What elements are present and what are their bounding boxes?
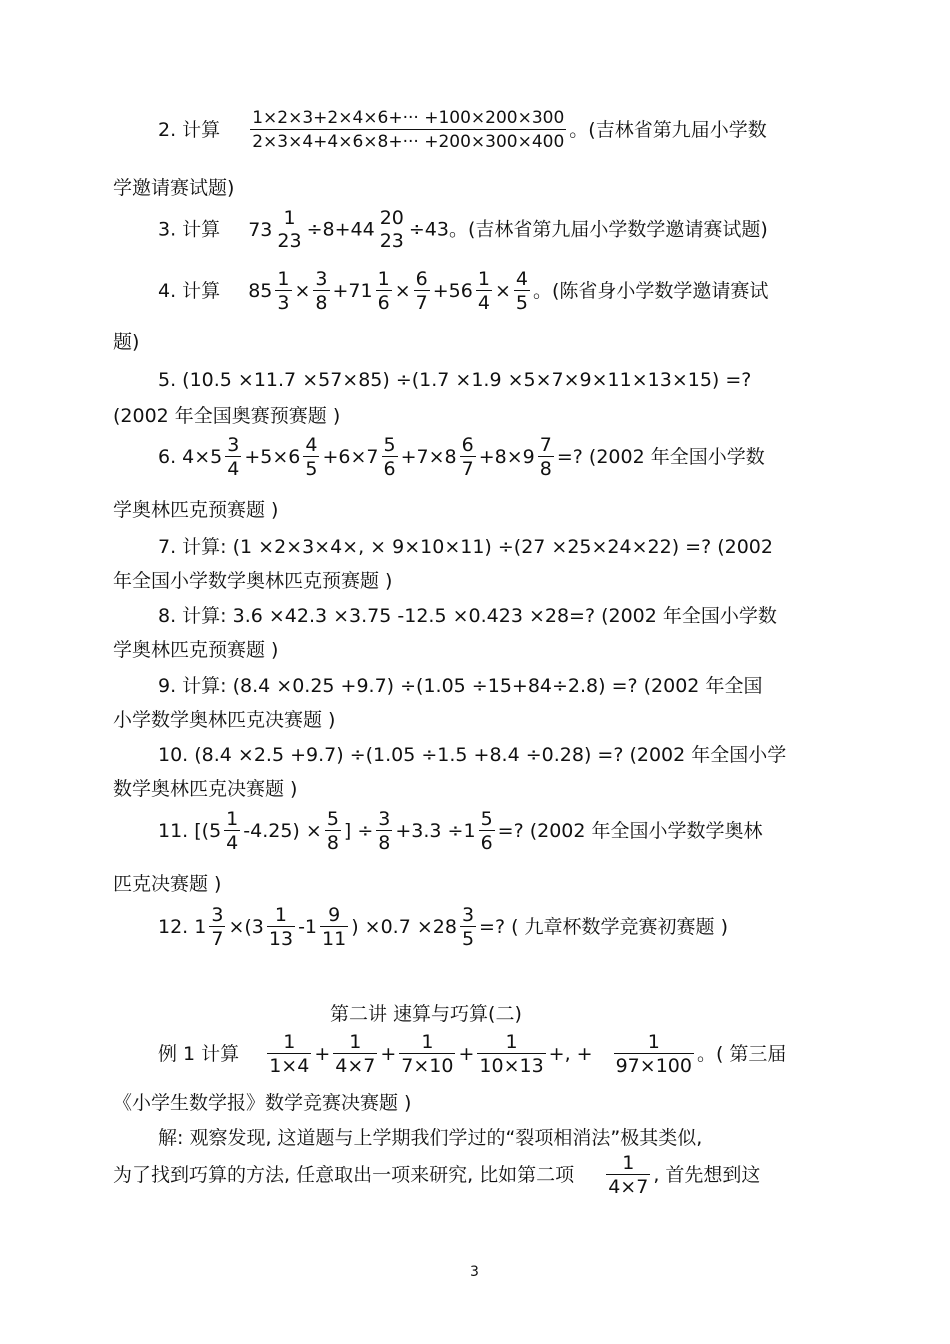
fraction-denominator: 97×100 [615,1055,692,1077]
problem-8-continuation: 学奥林匹克预赛题 ) [113,639,279,661]
example-1-label: 例 1 计算 [158,1043,240,1065]
fraction [224,808,240,855]
fraction-numerator: 6 [461,434,474,456]
fraction [275,268,291,315]
expression-part: ÷8+44 [306,218,375,241]
problem-6-line [158,434,765,481]
expression-part: -1 [298,916,318,938]
fraction [313,268,329,315]
fraction-denominator: 4 [477,292,490,314]
fraction-numerator: 3 [378,808,391,830]
problem-9-continuation: 小学数学奥林匹克决赛题 ) [113,709,336,731]
fraction-numerator: 5 [383,434,396,456]
expression-part: +8×9 [478,446,535,468]
fraction-numerator: 7 [539,434,552,456]
fraction-denominator: 4 [226,832,239,854]
operator: + [314,1043,331,1065]
fraction [382,434,398,481]
expression-part: ) ×0.7 ×28 [351,916,457,938]
operator: + [458,1043,475,1065]
fraction [225,434,241,481]
problem-2-label: 2. 计算 [158,119,221,141]
fraction-denominator: 4 [227,458,240,480]
problem-6-tail: =? (2002 年全国小学数 [556,446,765,468]
operator: × [294,280,311,302]
fraction-denominator: 7×10 [401,1055,454,1077]
fraction [267,904,295,951]
fraction-numerator: 1 [283,207,296,229]
fraction [476,268,492,315]
fraction [267,1031,311,1078]
fraction-numerator: 3 [315,268,328,290]
fraction-numerator: 1 [477,268,490,290]
problem-4-label: 4. 计算 [158,280,221,302]
problem-6-continuation: 学奥林匹克预赛题 ) [113,499,279,521]
expression-part: ×(3 [228,916,264,938]
fraction-numerator: 1 [226,808,239,830]
example-1-line [158,1031,786,1078]
fraction-denominator: 5 [461,928,475,950]
fraction-denominator: 4×7 [335,1055,376,1077]
ellipsis-operator: +, + [548,1043,593,1065]
fraction-numerator: 4 [515,268,528,290]
solution-text: 为了找到巧算的方法, 任意取出一项来研究, 比如第二项 [113,1164,575,1186]
problem-3-tail: ÷43。(吉林省第九届小学数学邀请赛试题) [408,218,768,241]
fraction [538,434,554,481]
example-1-tail: 。( 第三届 [696,1043,787,1065]
problem-4-continuation: 题) [113,331,140,353]
whole-number: 73 [248,218,273,241]
fraction-numerator: 1 [647,1031,660,1053]
problem-4-tail: 。(陈省身小学数学邀请赛试 [532,280,769,302]
problem-7-continuation: 年全国小学数学奥林匹克预赛题 ) [113,570,393,592]
fraction-numerator: 4 [305,434,318,456]
fraction [209,904,225,951]
problem-3-line [158,207,768,253]
problem-7-line: 7. 计算: (1 ×2×3×4×, × 9×10×11) ÷(27 ×25×24×22) =? (2002 [158,536,773,558]
expression-part: -4.25) × [243,820,322,842]
fraction [376,808,392,855]
fraction-numerator: 1 [274,904,288,926]
fraction-numerator: 1 [421,1031,434,1053]
solution-line-2 [113,1152,760,1199]
fraction-numerator: 9 [328,904,341,926]
expression-part: +3.3 ÷1 [395,820,476,842]
fraction-denominator: 5 [305,458,318,480]
problem-2-line [158,107,767,154]
fraction-numerator: 20 [379,207,404,229]
mixed-fraction [378,207,406,253]
page-number: 3 [470,1264,479,1280]
fraction-denominator: 5 [515,292,528,314]
fraction-numerator: 1 [505,1031,518,1053]
fraction-denominator: 7 [211,928,224,950]
fraction [325,808,341,855]
fraction-denominator: 10×13 [479,1055,544,1077]
expression-part: 11. [(5 [158,820,222,842]
problem-9-line: 9. 计算: (8.4 ×0.25 +9.7) ÷(1.05 ÷15+84÷2.8) =? (2002 年全国 [158,675,763,697]
fraction-numerator: 3 [211,904,224,926]
fraction-denominator: 6 [383,458,396,480]
fraction-numerator: 1 [283,1031,296,1053]
fraction-denominator: 8 [326,832,339,854]
fraction [479,808,495,855]
problem-4-line [158,268,768,315]
problem-10-line: 10. (8.4 ×2.5 +9.7) ÷(1.05 ÷1.5 +8.4 ÷0.28) =? (2002 年全国小学 [158,744,787,766]
expression-part: 6. 4×5 [158,446,223,468]
fraction [614,1031,694,1078]
fraction-denominator: 8 [378,832,391,854]
fraction-numerator: 3 [461,904,475,926]
operator: × [394,280,411,302]
fraction [477,1031,545,1078]
fraction-denominator: 23 [277,230,302,252]
problem-10-continuation: 数学奥林匹克决赛题 ) [113,778,298,800]
mixed-fraction [275,207,303,253]
fraction-numerator: 1 [377,268,390,290]
fraction-numerator: 5 [326,808,339,830]
fraction-denominator: 11 [322,928,347,950]
fraction-numerator: 5 [480,808,493,830]
fraction [399,1031,455,1078]
operator: × [494,280,511,302]
fraction [376,268,392,315]
expression-part: +5×6 [244,446,301,468]
problem-3-label: 3. 计算 [158,218,221,241]
whole-number: 85 [248,280,273,302]
problem-12-line [158,904,728,951]
fraction [606,1152,650,1199]
expression-part: ] ÷ [343,820,374,842]
solution-text: , 首先想到这 [653,1164,761,1186]
fraction-denominator: 4×7 [608,1176,649,1198]
fraction-numerator: 1 [349,1031,362,1053]
fraction-numerator: 1×2×3+2×4×6+··· +100×200×300 [252,108,565,128]
problem-11-continuation: 匹克决赛题 ) [113,873,222,895]
operator: + [380,1043,397,1065]
example-1-continuation: 《小学生数学报》数学竞赛决赛题 ) [113,1092,412,1114]
fraction-numerator: 1 [277,268,290,290]
problem-5-continuation: (2002 年全国奥赛预赛题 ) [113,405,341,427]
fraction [320,904,348,951]
section-title: 第二讲 速算与巧算(二) [330,1003,522,1025]
fraction-denominator: 2×3×4+4×6×8+··· +200×300×400 [250,129,566,154]
fraction-numerator: 1 [622,1152,635,1174]
fraction [514,268,530,315]
fraction-denominator: 7 [415,292,428,314]
fraction [460,904,476,951]
fraction-denominator: 3 [277,292,290,314]
fraction [460,434,476,481]
operator: +71 [332,280,373,302]
fraction [414,268,430,315]
fraction-denominator: 13 [268,928,294,950]
expression-part: +7×8 [400,446,457,468]
problem-5-line: 5. (10.5 ×11.7 ×57×85) ÷(1.7 ×1.9 ×5×7×9×11×13×15) =? [158,369,752,391]
expression-part: 12. 1 [158,916,207,938]
fraction-denominator: 23 [379,230,404,252]
fraction-denominator: 8 [315,292,328,314]
problem-12-tail: =? ( 九章杯数学竞赛初赛题 ) [479,916,728,938]
problem-11-line [158,808,763,855]
fraction-denominator: 6 [377,292,390,314]
fraction-numerator: 3 [227,434,240,456]
problem-8-line: 8. 计算: 3.6 ×42.3 ×3.75 -12.5 ×0.423 ×28=? (2002 年全国小学数 [158,605,777,627]
expression-part: +6×7 [322,446,379,468]
solution-line-1: 解: 观察发现, 这道题与上学期我们学过的“裂项相消法”极其类似, [158,1127,703,1149]
fraction [333,1031,377,1078]
fraction-denominator: 7 [461,458,474,480]
fraction-numerator: 6 [415,268,428,290]
fraction-denominator: 1×4 [269,1055,310,1077]
problem-11-tail: =? (2002 年全国小学数学奥林 [497,820,763,842]
fraction-denominator: 8 [539,458,552,480]
fraction [303,434,319,481]
fraction-denominator: 6 [480,832,493,854]
problem-2-continuation: 学邀请赛试题) [113,177,235,199]
operator: +56 [432,280,473,302]
problem-2-fraction [250,107,566,154]
problem-2-tail: 。(吉林省第九届小学数 [569,119,767,141]
